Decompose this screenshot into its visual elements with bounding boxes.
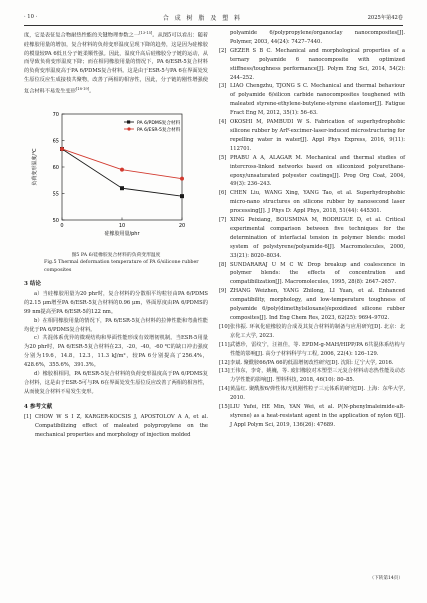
- series-line: [62, 149, 182, 179]
- data-point: [120, 167, 124, 171]
- right-column: [219, 29, 405, 430]
- y-tick-label: 55: [52, 191, 59, 198]
- reference-text: SUNDARARAJ U M C W. Drop breakup and coalescence in polymer blends: the effects of concentration and compatibilization[J]. Macromolecules, 1995, 28(8): 2647–2657.: [230, 261, 405, 286]
- reference-text: polyamide 6/polypropylene/organoclay nanocomposites[J]. Polymer, 2003, 44(24): 7427–7440.: [230, 30, 405, 45]
- y-tick-label: 50: [52, 217, 59, 224]
- data-point: [60, 147, 64, 151]
- reference-item: [24, 413, 208, 440]
- page-header: [24, 12, 403, 22]
- reference-number: [8]: [219, 261, 227, 268]
- reference-item: [219, 216, 405, 261]
- reference-item: [219, 47, 405, 83]
- reference-text: PRABU A A, ALAGAR M. Mechanical and thermal studies of intercross-linked networks based on siliconized polyurethane-epoxy/unsaturated polyester coatings[J]. Prog Org Coat, 2004, 49(3): 236–243.: [230, 154, 405, 188]
- continued-note: （下转第14页）: [369, 576, 403, 581]
- reference-number: [4]: [219, 119, 227, 126]
- body-text: 度，它是表征复合物耐热性能的关键物理参数之一: [24, 32, 140, 39]
- reference-text: LIU Yufei, HE Min, YAN Wei, et al. P(N-phenylmaleimide-alt-styrene) as a heat-resistant agent in the application of nylon 6[J]. J Appl Polym Sci, 2019, 136(26): 47689.: [230, 404, 405, 428]
- x-tick-label: 10: [118, 222, 126, 229]
- references-left: [24, 413, 208, 440]
- conclusion-d: d）橡胶相相同，PA 6/ESR-5复合材料的负荷变形温度高于PA 6/PDMS复合材料，这是由于ESR-5可与PA 6在界面处发生原位反应改善了两相的相容性，从而使复合材料不易发生变形。: [24, 371, 208, 395]
- reference-item: [219, 367, 405, 385]
- reference-number: [12]: [219, 359, 230, 366]
- legend-marker: [127, 127, 130, 130]
- reference-item: [219, 385, 405, 403]
- reference-text: OKOSHI M, PAMBUDI W S. Fabrication of superhydrophobic silicone rubber by ArF-excimer-laser-induced microstructuring for repelling water in water[J]. Appl Phys Express, 2016, 9(11): 112701.: [230, 119, 405, 152]
- reference-item: [219, 29, 405, 47]
- reference-item: [219, 261, 405, 288]
- legend-marker: [127, 120, 130, 123]
- reference-number: [2]: [219, 47, 227, 54]
- reference-text: 李斌. 聚酰胺66/PA 66的低温增韧改性研究[D]. 沈阳: 辽宁大学, 2016.: [230, 359, 394, 366]
- reference-item: [219, 189, 405, 216]
- issue-info: 2025年第42卷: [367, 14, 403, 21]
- reference-text: GEZER S B C. Mechanical and morphological properties of a ternary polyamide 6 nanocomposite with optimized stiffness/toughness performance[J]. Polym Eng Sci, 2014, 54(2): 244–252.: [230, 47, 405, 81]
- citation: [18-19]: [75, 87, 90, 92]
- figure-caption-cn: 图5 PA 6/硅橡胶复合材料的负荷变形温度: [71, 252, 161, 258]
- x-axis-label: 硅橡胶用量/phr: [104, 230, 140, 237]
- references-heading: 4 参考文献: [24, 403, 53, 410]
- header-rule: [24, 25, 403, 26]
- citation: [13-15]: [139, 31, 153, 35]
- reference-number: [3]: [219, 83, 227, 90]
- reference-number: [7]: [219, 217, 227, 224]
- y-axis-label: 负荷变形温度/℃: [32, 148, 38, 186]
- figure-5: [24, 102, 208, 250]
- reference-text: ZHANG Weizhen, YANG Zhilong, LI Yuan, et al. Enhanced compatibility, morphology, and low-temperature toughness of polyamide 6/poly(dimethylsiloxane)/epoxidized silicone rubber composites[J]. Ind Eng Chem Res, 2023, 62(25): 9694–9702.: [230, 288, 405, 321]
- reference-item: [219, 118, 405, 154]
- data-point: [120, 186, 124, 190]
- reference-number: [5]: [219, 154, 227, 161]
- reference-item: [219, 359, 405, 368]
- body-text: 。从图5可以看出：随着硅橡胶用量的增加，复合材料的负荷变形温度呈现下降的趋势，这是因为硅橡胶的模量较PA 6低且分子链柔顺性强。因此，温度升高后硅橡胶分子链的运动，从而导致负荷变形温度下降；而在相同橡胶用量的情况下，PA 6/ESR-5复合材料的负荷变形温度高于PA 6/PDMS复合材料。这是由于ESR-5与PA 6在界面处发生原位反应生成接枝共聚物，改善了两相的相容性，因此，分子链的刚性增强使复合材料不易发生变形: [24, 32, 208, 95]
- reference-item: [219, 154, 405, 190]
- journal-title: 合 成 树 脂 及 塑 料: [162, 14, 243, 22]
- x-tick-label: 0: [60, 222, 64, 229]
- reference-number: [1]: [24, 413, 32, 420]
- reference-number: [14]: [219, 386, 230, 393]
- reference-number: [10]: [219, 323, 230, 330]
- legend-label: PA 6/ESR-5复合材料: [137, 127, 181, 133]
- chart-svg: [24, 102, 208, 250]
- reference-item: [219, 323, 405, 341]
- conclusion-heading: 3 结论: [24, 281, 42, 288]
- legend-label: PA 6/PDMS复合材料: [137, 120, 181, 126]
- y-tick-label: 60: [52, 164, 59, 171]
- body-paragraph: [24, 29, 208, 97]
- conclusion-b: b）在相同橡胶用量的情况下，PA 6/ESR-5复合材料的拉伸性能和弯曲性能均优于PA 6/PDMS复合材料。: [24, 317, 208, 333]
- conclusion-a: a）当硅橡胶用量为20 phr时，复合材料的分散相平均粒径由PA 6/PDMS的2.15 μm增至PA 6/ESR-5复合材料的0.96 μm，界面厚度由PA 6/PDMS的99 nm提高至PA 6/ESR-5的122 nm。: [24, 290, 208, 315]
- reference-text: 黄晶红. 聚酰胺6/弹性体/无机刚性粒子三元体系的研究[D]. 上海：东华大学, 2010.: [230, 386, 405, 402]
- y-tick-label: 65: [52, 138, 59, 145]
- left-column: [24, 29, 208, 439]
- reference-text: 武德珍，雷纹宁，汪祖佳，等. EPDM-g-MAH/HIPP/PA 6共混体系结构与性能的影响[J]. 高分子材料科学与工程, 2006, 22(4): 126–129.: [230, 341, 405, 357]
- reference-text: CHEN Liu, WANG Xing, YANG Tao, et al. Superhydrophobic micro-nano structures on silicone rubber by nanosecond laser processing[J]. J Phys D: Appl Phys, 2018, 51(44): 445301.: [230, 190, 405, 215]
- reference-item: [219, 341, 405, 359]
- reference-text: CHOW W S I Z, KARGER-KOCSIS J, APOSTOLOV A A, et al. Compatibilizing effect of maleated polypropylene on the mechanical properties and morphology of injection molded: [35, 413, 208, 438]
- conclusion-c: c）共混体系优异的微观结构和界面性能形成有效增韧机制。当ESR-5用量为20 phr时，PA 6/ESR-5复合材料在23，-20，-40，-60 ℃的缺口冲击强度分别为19.6，14.8，12.3，11.3 kJ/m²，较PA 6分别提高了256.4%，428.6%，355.6%，391.3%。: [24, 335, 208, 369]
- reference-text: XING Peixiang, BOUSMINA M, RODRIGUE D, et al. Critical experimental comparison between five techniques for the determination of interfacial tension in polymer blends: model system of polystyrene/polyamide-6[J]. Macromolecules, 2000, 33(21): 8020–8034.: [230, 217, 405, 259]
- y-tick-label: 70: [52, 111, 59, 118]
- references-right: [219, 29, 405, 430]
- reference-number: [11]: [219, 341, 230, 348]
- reference-number: [6]: [219, 190, 227, 197]
- data-point: [180, 194, 184, 198]
- x-tick-label: 20: [178, 222, 186, 229]
- reference-item: [219, 82, 405, 118]
- reference-number: [15]: [219, 404, 230, 411]
- page-number: · 10 ·: [24, 14, 38, 20]
- reference-item: [219, 403, 405, 430]
- reference-item: [219, 287, 405, 323]
- reference-number: [9]: [219, 288, 227, 295]
- body-text: 。: [89, 88, 95, 95]
- reference-number: [219, 29, 230, 47]
- reference-text: 王伟东，李奇，姚巍，等. 废旧橡胶对木塑型三元复合材料动态热性能及动态力学性能的影响[J]. 塑料科技, 2018, 46(10): 80–85.: [230, 368, 405, 384]
- reference-text: 张伟振. 环氧化硅橡胶的合成及其复合材料的制备与应用研究[D]. 北京：北京化工大学, 2023.: [230, 323, 405, 339]
- figure-caption-en: Fig.5 Thermal deformation temperature of PA 6/silicone rubber composites: [44, 260, 199, 273]
- reference-text: LIAO Chengzhu, TJONG S C. Mechanical and thermal behaviour of polyamide 6/silicon carbide nanocomposites toughened with maleated styrene-ethylene-butylene-styrene elastomer[J]. Fatigue Fract Eng M, 2012, 35(1): 56–63.: [230, 83, 405, 117]
- reference-number: [13]: [219, 368, 230, 375]
- data-point: [180, 176, 184, 180]
